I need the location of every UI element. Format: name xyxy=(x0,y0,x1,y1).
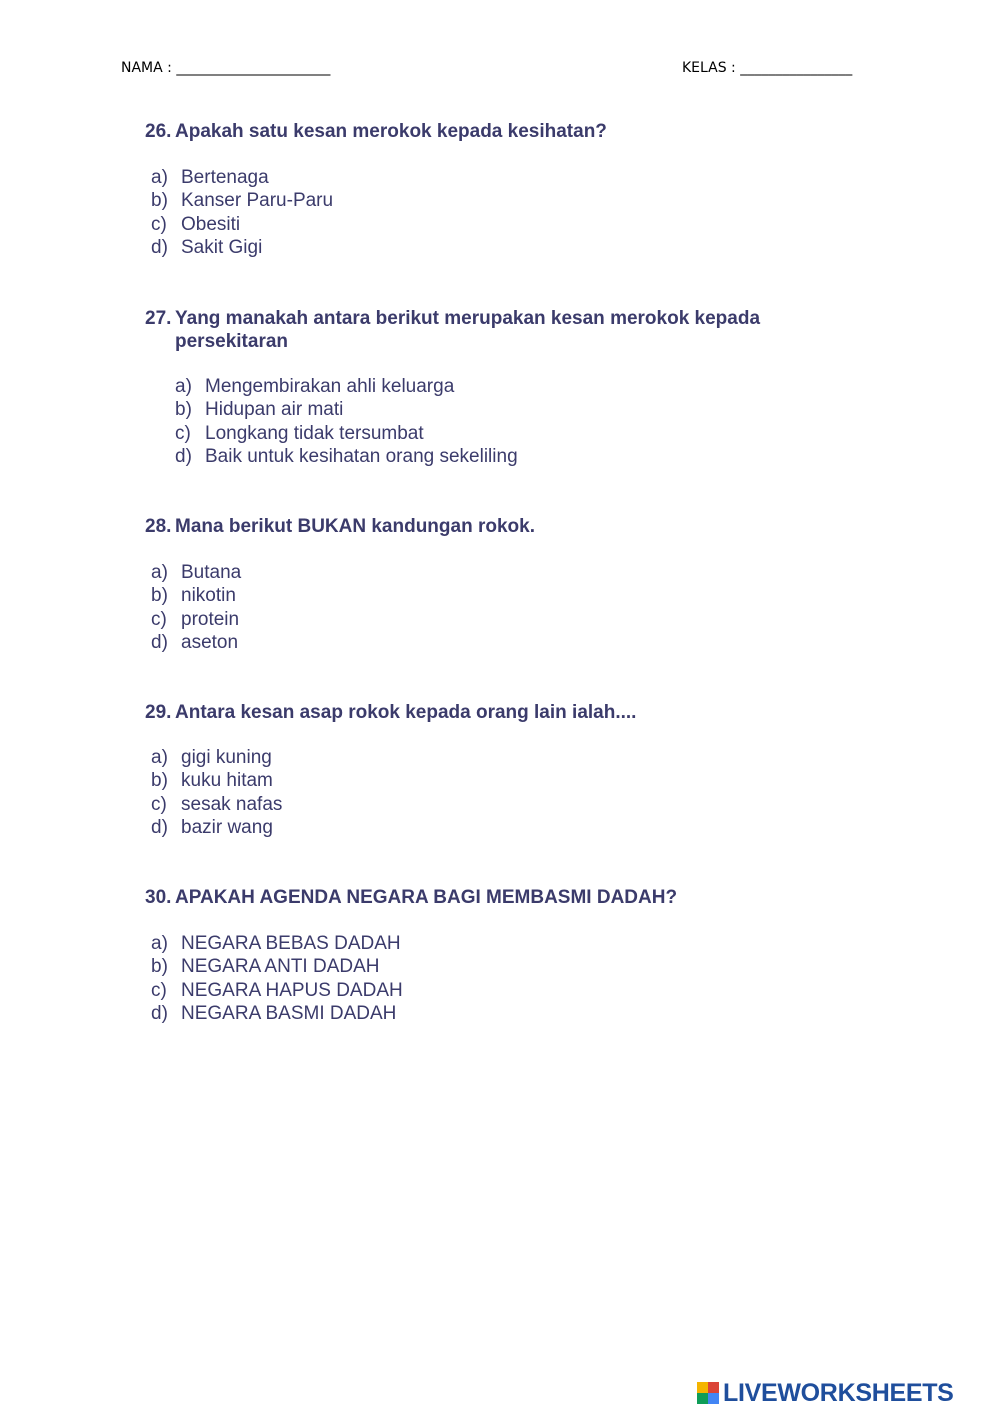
option-a[interactable] xyxy=(151,932,845,955)
question-title xyxy=(145,120,845,143)
option-letter: c) xyxy=(175,422,191,444)
question-30 xyxy=(145,886,845,1025)
option-letter: c) xyxy=(151,793,167,815)
option-letter: d) xyxy=(151,1002,168,1024)
option-d[interactable] xyxy=(151,236,845,259)
question-number: 27. xyxy=(145,308,172,329)
option-letter: b) xyxy=(175,399,192,421)
option-c[interactable] xyxy=(175,422,845,445)
question-29 xyxy=(145,701,845,839)
option-text: Sakit Gigi xyxy=(181,236,263,258)
kelas-field-label: KELAS : ________________ xyxy=(682,60,853,76)
question-number: 30. xyxy=(145,887,172,908)
option-text: NEGARA BEBAS DADAH xyxy=(181,933,401,954)
option-text: Mengembirakan ahli keluarga xyxy=(205,376,455,397)
option-text: Kanser Paru-Paru xyxy=(181,190,334,212)
option-text: Hidupan air mati xyxy=(205,399,344,421)
option-letter: c) xyxy=(151,979,167,1001)
option-letter: d) xyxy=(175,445,192,467)
option-c[interactable] xyxy=(151,979,845,1002)
logo-square xyxy=(708,1393,719,1404)
option-letter: d) xyxy=(151,631,168,653)
option-letter: b) xyxy=(151,956,168,978)
option-text: sesak nafas xyxy=(181,793,283,815)
option-d[interactable] xyxy=(175,445,845,468)
option-list xyxy=(145,166,845,259)
option-letter: c) xyxy=(151,213,167,235)
liveworksheets-brand xyxy=(697,1378,954,1408)
option-c[interactable] xyxy=(151,608,845,631)
option-text: Bertenaga xyxy=(181,167,269,188)
worksheet-header xyxy=(0,60,1000,84)
nama-field-label: NAMA : ______________________ xyxy=(121,60,331,76)
option-letter: a) xyxy=(151,562,168,583)
option-letter: a) xyxy=(151,747,168,768)
question-number: 29. xyxy=(145,702,172,723)
option-letter: b) xyxy=(151,585,168,607)
option-letter: b) xyxy=(151,770,168,792)
option-letter: a) xyxy=(151,933,168,954)
question-title xyxy=(145,307,845,353)
question-text: APAKAH AGENDA NEGARA BAGI MEMBASMI DADAH? xyxy=(175,887,678,908)
option-a[interactable] xyxy=(151,561,845,584)
option-text: NEGARA ANTI DADAH xyxy=(181,956,380,978)
option-b[interactable] xyxy=(151,769,845,792)
question-title xyxy=(145,886,845,909)
option-c[interactable] xyxy=(151,213,845,236)
option-b[interactable] xyxy=(151,584,845,607)
option-letter: b) xyxy=(151,190,168,212)
option-text: NEGARA BASMI DADAH xyxy=(181,1002,397,1024)
question-28 xyxy=(145,515,845,654)
option-text: NEGARA HAPUS DADAH xyxy=(181,979,403,1001)
question-26 xyxy=(145,120,845,259)
option-list xyxy=(145,932,845,1025)
option-text: Obesiti xyxy=(181,213,241,235)
option-letter: a) xyxy=(175,376,192,397)
question-27 xyxy=(145,307,845,468)
option-letter: d) xyxy=(151,236,168,258)
option-b[interactable] xyxy=(151,955,845,978)
option-text: aseton xyxy=(181,631,239,653)
option-d[interactable] xyxy=(151,816,845,839)
option-a[interactable] xyxy=(151,166,845,189)
option-text: gigi kuning xyxy=(181,747,272,768)
option-list xyxy=(145,375,845,468)
logo-square xyxy=(708,1382,719,1393)
question-number: 28. xyxy=(145,516,172,537)
logo-square xyxy=(697,1393,708,1404)
brand-name: LIVEWORKSHEETS xyxy=(723,1378,954,1407)
option-b[interactable] xyxy=(151,189,845,212)
option-text: Butana xyxy=(181,562,242,583)
option-text: protein xyxy=(181,608,240,630)
option-text: kuku hitam xyxy=(181,770,273,792)
option-d[interactable] xyxy=(151,631,845,654)
option-a[interactable] xyxy=(151,746,845,769)
option-text: bazir wang xyxy=(181,816,273,838)
option-b[interactable] xyxy=(175,398,845,421)
question-number: 26. xyxy=(145,121,172,142)
liveworksheets-logo-icon xyxy=(697,1382,719,1404)
option-letter: a) xyxy=(151,167,168,188)
question-title xyxy=(145,515,845,538)
question-title xyxy=(145,701,845,724)
option-text: Baik untuk kesihatan orang sekeliling xyxy=(205,445,518,467)
question-text: Mana berikut BUKAN kandungan rokok. xyxy=(175,516,535,537)
option-d[interactable] xyxy=(151,1002,845,1025)
option-list xyxy=(145,561,845,654)
logo-square xyxy=(697,1382,708,1393)
option-letter: c) xyxy=(151,608,167,630)
option-c[interactable] xyxy=(151,793,845,816)
question-text: Antara kesan asap rokok kepada orang lain ialah.... xyxy=(175,702,637,723)
question-text: Apakah satu kesan merokok kepada kesihatan? xyxy=(175,121,607,142)
option-text: Longkang tidak tersumbat xyxy=(205,422,424,444)
option-a[interactable] xyxy=(175,375,845,398)
option-letter: d) xyxy=(151,816,168,838)
option-list xyxy=(145,746,845,839)
option-text: nikotin xyxy=(181,585,236,607)
question-text: Yang manakah antara berikut merupakan kesan merokok kepada persekitaran xyxy=(175,308,761,352)
